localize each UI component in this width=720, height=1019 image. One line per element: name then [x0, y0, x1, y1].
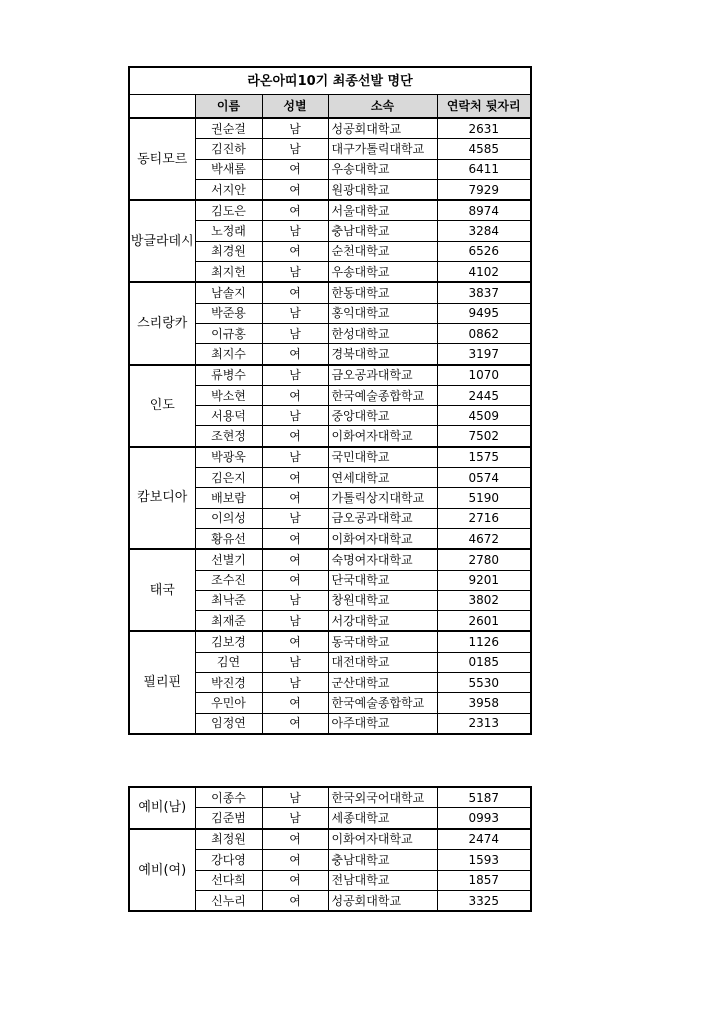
member-phone: 0185 [437, 652, 531, 672]
member-phone: 3325 [437, 890, 531, 911]
member-phone: 7929 [437, 179, 531, 200]
member-school: 군산대학교 [328, 673, 437, 693]
member-phone: 2780 [437, 549, 531, 570]
member-name: 김준범 [195, 808, 262, 829]
member-school: 중앙대학교 [328, 406, 437, 426]
member-phone: 4509 [437, 406, 531, 426]
member-phone: 9201 [437, 570, 531, 590]
member-gender: 여 [262, 870, 328, 890]
member-gender: 여 [262, 468, 328, 488]
member-name: 박광욱 [195, 447, 262, 468]
member-name: 우민아 [195, 693, 262, 713]
member-phone: 2601 [437, 611, 531, 632]
member-phone: 9495 [437, 303, 531, 323]
member-gender: 남 [262, 508, 328, 528]
member-name: 서용덕 [195, 406, 262, 426]
member-gender: 여 [262, 241, 328, 261]
member-name: 박새롬 [195, 159, 262, 179]
member-school: 이화여자대학교 [328, 528, 437, 549]
header-blank [129, 95, 195, 119]
member-name: 선별기 [195, 549, 262, 570]
member-name: 권순걸 [195, 118, 262, 139]
member-school: 세종대학교 [328, 808, 437, 829]
header-gender: 성별 [262, 95, 328, 119]
member-school: 단국대학교 [328, 570, 437, 590]
member-gender: 남 [262, 303, 328, 323]
member-school: 서강대학교 [328, 611, 437, 632]
table-row [129, 365, 531, 386]
member-school: 우송대학교 [328, 159, 437, 179]
member-school: 성공회대학교 [328, 118, 437, 139]
member-school: 우송대학교 [328, 262, 437, 283]
member-school: 전남대학교 [328, 870, 437, 890]
member-phone: 1070 [437, 365, 531, 386]
group-label: 필리핀 [129, 631, 195, 733]
header-row [129, 95, 531, 119]
member-school: 대구가톨릭대학교 [328, 139, 437, 159]
member-name: 이규홍 [195, 323, 262, 343]
member-school: 이화여자대학교 [328, 829, 437, 850]
member-school: 한국예술종합학교 [328, 385, 437, 405]
member-school: 성공회대학교 [328, 890, 437, 911]
member-school: 숙명여자대학교 [328, 549, 437, 570]
member-school: 충남대학교 [328, 221, 437, 241]
member-name: 최재준 [195, 611, 262, 632]
group-label: 예비(여) [129, 829, 195, 912]
member-phone: 4672 [437, 528, 531, 549]
member-name: 강다영 [195, 850, 262, 870]
member-name: 최낙준 [195, 590, 262, 610]
member-name: 김보경 [195, 631, 262, 652]
member-school: 홍익대학교 [328, 303, 437, 323]
member-name: 김은지 [195, 468, 262, 488]
group-label: 인도 [129, 365, 195, 447]
member-name: 신누리 [195, 890, 262, 911]
member-name: 배보람 [195, 488, 262, 508]
member-gender: 남 [262, 262, 328, 283]
member-phone: 3837 [437, 282, 531, 303]
member-gender: 여 [262, 159, 328, 179]
group-label: 방글라데시 [129, 200, 195, 282]
member-phone: 3284 [437, 221, 531, 241]
member-name: 서지안 [195, 179, 262, 200]
member-school: 창원대학교 [328, 590, 437, 610]
member-name: 임정연 [195, 713, 262, 734]
member-gender: 남 [262, 590, 328, 610]
member-school: 아주대학교 [328, 713, 437, 734]
member-school: 이화여자대학교 [328, 426, 437, 447]
member-school: 연세대학교 [328, 468, 437, 488]
member-gender: 여 [262, 528, 328, 549]
member-phone: 1593 [437, 850, 531, 870]
table-row [129, 200, 531, 221]
member-gender: 여 [262, 829, 328, 850]
member-name: 노정래 [195, 221, 262, 241]
member-phone: 6411 [437, 159, 531, 179]
member-phone: 3958 [437, 693, 531, 713]
member-phone: 4102 [437, 262, 531, 283]
member-gender: 여 [262, 850, 328, 870]
member-gender: 남 [262, 673, 328, 693]
member-phone: 5530 [437, 673, 531, 693]
member-phone: 0574 [437, 468, 531, 488]
member-school: 한성대학교 [328, 323, 437, 343]
member-gender: 여 [262, 693, 328, 713]
member-gender: 여 [262, 200, 328, 221]
member-gender: 여 [262, 344, 328, 365]
member-gender: 여 [262, 713, 328, 734]
member-phone: 1857 [437, 870, 531, 890]
member-school: 국민대학교 [328, 447, 437, 468]
member-gender: 여 [262, 570, 328, 590]
member-name: 박소현 [195, 385, 262, 405]
member-phone: 0993 [437, 808, 531, 829]
member-name: 최정원 [195, 829, 262, 850]
header-school: 소속 [328, 95, 437, 119]
member-name: 김도은 [195, 200, 262, 221]
member-gender: 여 [262, 890, 328, 911]
member-name: 이종수 [195, 787, 262, 808]
member-phone: 3802 [437, 590, 531, 610]
member-gender: 남 [262, 787, 328, 808]
member-name: 남솔지 [195, 282, 262, 303]
table-row [129, 631, 531, 652]
member-phone: 5190 [437, 488, 531, 508]
member-name: 조현정 [195, 426, 262, 447]
table-row [129, 829, 531, 850]
member-phone: 2313 [437, 713, 531, 734]
member-school: 한국외국어대학교 [328, 787, 437, 808]
header-phone: 연락처 뒷자리 [437, 95, 531, 119]
group-label: 태국 [129, 549, 195, 631]
member-school: 한동대학교 [328, 282, 437, 303]
member-gender: 남 [262, 118, 328, 139]
member-phone: 7502 [437, 426, 531, 447]
member-gender: 여 [262, 488, 328, 508]
member-phone: 1126 [437, 631, 531, 652]
member-gender: 남 [262, 447, 328, 468]
member-school: 동국대학교 [328, 631, 437, 652]
member-school: 서울대학교 [328, 200, 437, 221]
member-phone: 3197 [437, 344, 531, 365]
member-phone: 5187 [437, 787, 531, 808]
member-name: 이의성 [195, 508, 262, 528]
member-name: 조수진 [195, 570, 262, 590]
member-gender: 여 [262, 426, 328, 447]
main-table-body [129, 118, 531, 734]
member-gender: 여 [262, 631, 328, 652]
member-gender: 여 [262, 282, 328, 303]
member-name: 류병수 [195, 365, 262, 386]
member-name: 최지헌 [195, 262, 262, 283]
member-phone: 0862 [437, 323, 531, 343]
member-school: 한국예술종합학교 [328, 693, 437, 713]
group-label: 예비(남) [129, 787, 195, 829]
member-name: 박진경 [195, 673, 262, 693]
group-label: 캄보디아 [129, 447, 195, 549]
member-gender: 여 [262, 385, 328, 405]
member-phone: 2631 [437, 118, 531, 139]
member-gender: 남 [262, 406, 328, 426]
member-phone: 2716 [437, 508, 531, 528]
member-name: 최경원 [195, 241, 262, 261]
member-gender: 남 [262, 611, 328, 632]
member-name: 김진하 [195, 139, 262, 159]
member-school: 금오공과대학교 [328, 508, 437, 528]
reserve-table-body [129, 787, 531, 911]
member-school: 원광대학교 [328, 179, 437, 200]
member-school: 경북대학교 [328, 344, 437, 365]
member-school: 금오공과대학교 [328, 365, 437, 386]
member-name: 최지수 [195, 344, 262, 365]
member-gender: 남 [262, 323, 328, 343]
member-school: 충남대학교 [328, 850, 437, 870]
member-name: 김연 [195, 652, 262, 672]
member-school: 대전대학교 [328, 652, 437, 672]
member-phone: 2474 [437, 829, 531, 850]
member-phone: 6526 [437, 241, 531, 261]
table-row [129, 282, 531, 303]
selection-table [128, 66, 532, 735]
member-phone: 4585 [437, 139, 531, 159]
member-gender: 남 [262, 652, 328, 672]
table-row [129, 787, 531, 808]
group-label: 동티모르 [129, 118, 195, 200]
member-gender: 남 [262, 139, 328, 159]
member-gender: 남 [262, 221, 328, 241]
member-gender: 남 [262, 365, 328, 386]
member-phone: 1575 [437, 447, 531, 468]
member-gender: 남 [262, 808, 328, 829]
member-name: 박준용 [195, 303, 262, 323]
member-school: 순천대학교 [328, 241, 437, 261]
table-row [129, 118, 531, 139]
table-row [129, 549, 531, 570]
member-gender: 여 [262, 549, 328, 570]
reserve-table [128, 786, 532, 912]
table-title: 라온아띠10기 최종선발 명단 [129, 67, 531, 95]
group-label: 스리랑카 [129, 282, 195, 364]
member-name: 선다희 [195, 870, 262, 890]
header-name: 이름 [195, 95, 262, 119]
member-school: 가톨릭상지대학교 [328, 488, 437, 508]
member-gender: 여 [262, 179, 328, 200]
member-phone: 8974 [437, 200, 531, 221]
member-name: 황유선 [195, 528, 262, 549]
table-row [129, 447, 531, 468]
member-phone: 2445 [437, 385, 531, 405]
